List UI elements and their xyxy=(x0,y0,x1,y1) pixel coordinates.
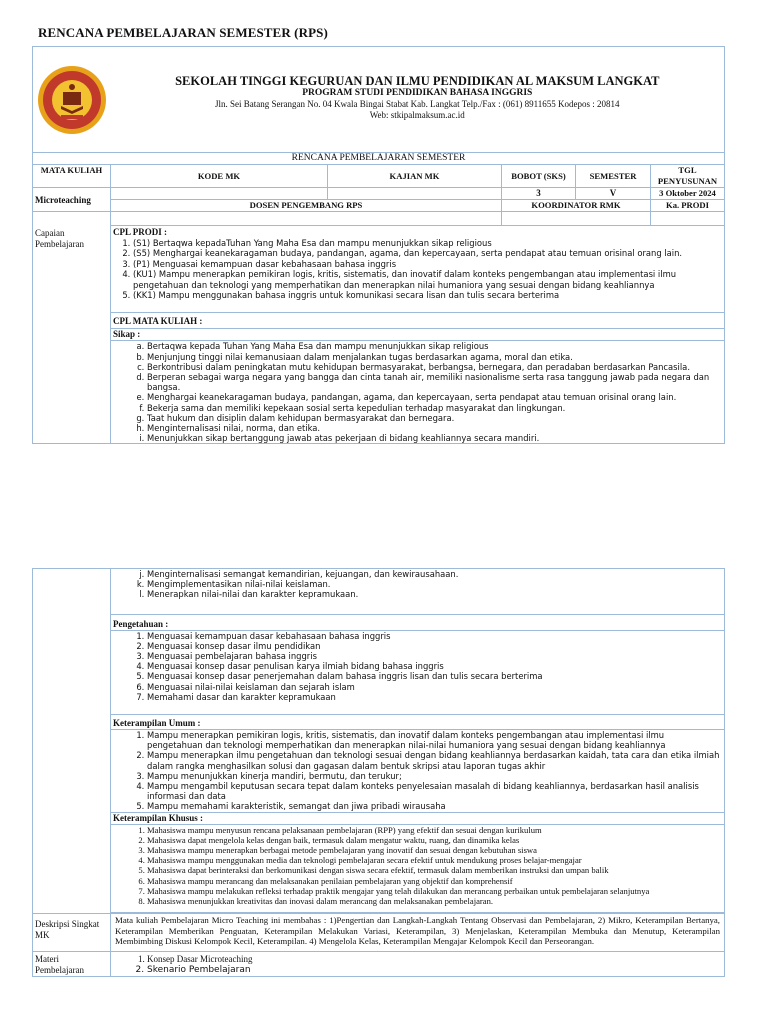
header-bobot: BOBOT (SKS) xyxy=(502,165,576,188)
deskripsi-label: Deskripsi Singkat MK xyxy=(33,914,111,952)
list-item: 2. Skenario Pembelajaran xyxy=(147,965,722,976)
cpl-mk-heading: CPL MATA KULIAH : xyxy=(111,313,725,329)
rps-heading: RENCANA PEMBELAJARAN SEMESTER xyxy=(33,153,725,165)
semester-value: V xyxy=(576,188,651,200)
list-item: 4. Mampu mengambil keputusan secara tepat dalam konteks penyelesaian masalah di bidang keahliannya, berdasarkan hasil analisis informasi dan data xyxy=(147,781,722,801)
list-item: 7. Memahami dasar dan karakter kepramukaan xyxy=(147,692,722,702)
dosen-value xyxy=(111,212,502,226)
list-item: h. Menginternalisasi nilai, norma, dan etika. xyxy=(147,423,722,433)
list-item: 1. Menguasai kemampuan dasar kebahasaan bahasa inggris xyxy=(147,631,722,641)
institution-address: Jln. Sei Batang Serangan No. 04 Kwala Bingai Stabat Kab. Langkat Telp./Fax : (061) 8911655 Kodepos : 20814 xyxy=(214,99,620,109)
list-item: 3. (P1) Menguasai kemampuan dasar kebahasaan bahasa inggris xyxy=(133,259,722,269)
sikap-continued-list xyxy=(113,569,722,600)
list-item: 3. Mahasiswa mampu menerapkan berbagai metode pembelajaran yang inovatif dan sesuai dengan kebutuhan siswa xyxy=(147,845,722,855)
kode-mk-value xyxy=(111,188,328,200)
bobot-value: 3 xyxy=(502,188,576,200)
keterampilan-umum-list xyxy=(113,730,722,812)
list-item: 1. (S1) Bertaqwa kepadaTuhan Yang Maha Esa dan mampu menunjukkan sikap religious xyxy=(133,238,722,248)
header-dosen: DOSEN PENGEMBANG RPS xyxy=(111,200,502,212)
cpl-prodi-heading: CPL PRODI : xyxy=(113,227,167,237)
list-item: 6. Menguasai nilai-nilai keislaman dan sejarah islam xyxy=(147,682,722,692)
list-item: b. Menjunjung tinggi nilai kemanusiaan dalam menjalankan tugas berdasarkan agama, moral dan etika. xyxy=(147,352,722,362)
header-semester: SEMESTER xyxy=(576,165,651,188)
list-item: 8. Mahasiswa menunjukkan kreativitas dan inovasi dalam merancang dan melaksanakan pembelajaran. xyxy=(147,896,722,906)
list-item: 4. Menguasai konsep dasar penulisan karya ilmiah bidang bahasa inggris xyxy=(147,661,722,671)
institution-cell xyxy=(111,47,725,153)
list-item: 1. Mahasiswa mampu menyusun rencana pelaksanaan pembelajaran (RPP) yang efektif dan sesuai dengan kurikulum xyxy=(147,825,722,835)
list-item: 5. Mahasiswa dapat berinteraksi dan berkomunikasi dengan siswa secara efektif, termasuk dalam memberikan instruksi dan umpan balik xyxy=(147,865,722,875)
program-name: PROGRAM STUDI PENDIDIKAN BAHASA INGGRIS xyxy=(302,88,533,98)
keterampilan-khusus-cell xyxy=(111,824,725,913)
document-title: RENCANA PEMBELAJARAN SEMESTER (RPS) xyxy=(38,25,328,40)
tgl-value: 3 Oktober 2024 xyxy=(651,188,725,200)
list-item: d. Berperan sebagai warga negara yang bangga dan cinta tanah air, memiliki nasionalisme serta rasa tanggung jawab pada negara dan bangsa. xyxy=(147,372,722,392)
institution-web: Web: stkipalmaksum.ac.id xyxy=(369,110,465,120)
materi-list xyxy=(113,954,722,975)
sikap-cell xyxy=(111,341,725,444)
keterampilan-khusus-heading: Keterampilan Khusus : xyxy=(111,812,725,824)
kaprodi-value xyxy=(651,212,725,226)
header-koordinator: KOORDINATOR RMK xyxy=(502,200,651,212)
keterampilan-umum-cell xyxy=(111,730,725,813)
institution-name: SEKOLAH TINGGI KEGURUAN DAN ILMU PENDIDIKAN AL MAKSUM LANGKAT xyxy=(175,74,660,88)
pengetahuan-heading: Pengetahuan : xyxy=(111,614,725,630)
list-item: l. Menerapkan nilai-nilai dan karakter kepramukaan. xyxy=(147,589,722,599)
header-mata-kuliah: MATA KULIAH xyxy=(33,165,111,188)
pengetahuan-list xyxy=(113,631,722,702)
list-item: e. Menghargai keanekaragaman budaya, pandangan, agama, dan kepercayaan, serta pendapat atau temuan orisinal orang lain. xyxy=(147,392,722,402)
list-item: 7. Mahasiswa mampu melakukan refleksi terhadap praktik mengajar yang telah dilakukan dan merancang perbaikan untuk pembelajaran selanjutnya xyxy=(147,886,722,896)
list-item: f. Bekerja sama dan memiliki kepekaan sosial serta kepedulian terhadap masyarakat dan lingkungan. xyxy=(147,403,722,413)
list-item: 2. Menguasai konsep dasar ilmu pendidikan xyxy=(147,641,722,651)
cpl-prodi-cell xyxy=(111,226,725,313)
list-item: 5. (KK1) Mampu menggunakan bahasa inggris untuk komunikasi secara lisan dan tulis secara berterima xyxy=(133,290,722,300)
keterampilan-khusus-list xyxy=(113,825,722,907)
course-name: Microteaching xyxy=(33,188,111,212)
list-item: 6. Mahasiswa mampu merancang dan melaksanakan penilaian pembelajaran yang objektif dan komprehensif xyxy=(147,876,722,886)
list-item: 5. Mampu memahami karakteristik, semangat dan jiwa pribadi wirausaha xyxy=(147,801,722,811)
pengetahuan-cell xyxy=(111,630,725,714)
list-item: 1. Mampu menerapkan pemikiran logis, kritis, sistematis, dan inovatif dalam konteks pengembangan atau implementasi ilmu pengetahuan dan teknologi memperhatikan dan menerapkan nilai-nilai humaniora yang sesuai dengan bidang keahliannya xyxy=(147,730,722,750)
materi-cell xyxy=(111,952,725,977)
list-item: i. Menunjukkan sikap bertanggung jawab atas pekerjaan di bidang keahliannya secara mandiri. xyxy=(147,433,722,443)
list-item: 2. (S5) Menghargai keanekaragaman budaya, pandangan, agama, dan kepercayaan, serta pendapat atau temuan orisinal orang lain. xyxy=(133,248,722,258)
list-item: 3. Mampu menunjukkan kinerja mandiri, bermutu, dan terukur; xyxy=(147,771,722,781)
list-item: 4. (KU1) Mampu menerapkan pemikiran logis, kritis, sistematis, dan inovatif dalam konteks pengembangan atau implementasi ilmu pengetahuan dan teknologi yang memperhatikan dan menerapkan nilai humaniora yang sesuai dengan bidang keahliannya xyxy=(133,269,722,290)
rps-content-table xyxy=(32,568,725,977)
deskripsi-text: Mata kuliah Pembelajaran Micro Teaching ini membahas : 1)Pengertian dan Langkah-Langkah Tentang Observasi dan Pembelajaran, 2) Mikro, Keterampilan Bertanya, Keterampilan Memberikan Penguatan, Keterampilan Melakukan Variasi, Keterampilan, 3) Menjelaskan, Keterampilan Membuka dan Menutup, Keterampilan Membimbing Diskusi Kelompok Kecil, Keterampilan. 4) Mengelola Kelas, Keterampilan Mengajar Kelompok Kecil dan Perseorangan. xyxy=(111,914,725,952)
header-kajian-mk: KAJIAN MK xyxy=(328,165,502,188)
sikap-list xyxy=(113,341,722,443)
list-item: c. Berkontribusi dalam peningkatan mutu kehidupan bermasyarakat, berbangsa, bernegara, dan peradaban berdasarkan Pancasila. xyxy=(147,362,722,372)
materi-label: Materi Pembelajaran xyxy=(33,952,111,977)
list-item: k. Mengimplementasikan nilai-nilai keislaman. xyxy=(147,579,722,589)
header-kode-mk: KODE MK xyxy=(111,165,328,188)
list-item: 1. Konsep Dasar Microteaching xyxy=(147,954,722,965)
header-kaprodi: Ka. PRODI xyxy=(651,200,725,212)
capaian-label: Capaian Pembelajaran xyxy=(33,226,111,444)
list-item: a. Bertaqwa kepada Tuhan Yang Maha Esa dan mampu menunjukkan sikap religious xyxy=(147,341,722,351)
list-item: j. Menginternalisasi semangat kemandirian, kejuangan, dan kewirausahaan. xyxy=(147,569,722,579)
kajian-mk-value xyxy=(328,188,502,200)
header-tgl: TGL PENYUSUNAN xyxy=(651,165,725,188)
cpl-prodi-list xyxy=(113,238,722,300)
list-item: 2. Mahasiswa dapat mengelola kelas dengan baik, termasuk dalam mengatur waktu, ruang, dan dinamika kelas xyxy=(147,835,722,845)
koordinator-value xyxy=(502,212,651,226)
list-item: 2. Mampu menerapkan ilmu pengetahuan dan teknologi sesuai dengan bidang keahliannya berdasarkan kaidah, tata cara dan etika ilmiah dalam rangka menghasilkan solusi dan gagasan dalam bentuk skripsi atau laporan tugas akhir xyxy=(147,750,722,770)
list-item: 5. Menguasai konsep dasar penerjemahan dalam bahasa inggris lisan dan tulis secara berterima xyxy=(147,671,722,681)
sikap-heading: Sikap : xyxy=(111,329,725,341)
logo-cell xyxy=(33,47,111,153)
sikap-continued-cell xyxy=(111,569,725,615)
list-item: 3. Menguasai pembelajaran bahasa inggris xyxy=(147,651,722,661)
list-item: 4. Mahasiswa mampu menggunakan media dan teknologi pembelajaran secara efektif untuk mendukung proses belajar-mengajar xyxy=(147,855,722,865)
keterampilan-umum-heading: Keterampilan Umum : xyxy=(111,715,725,730)
capaian-continued-label xyxy=(33,569,111,914)
college-seal-icon xyxy=(37,65,107,135)
list-item: g. Taat hukum dan disiplin dalam kehidupan bermasyarakat dan bernegara. xyxy=(147,413,722,423)
rps-header-table xyxy=(32,46,725,444)
